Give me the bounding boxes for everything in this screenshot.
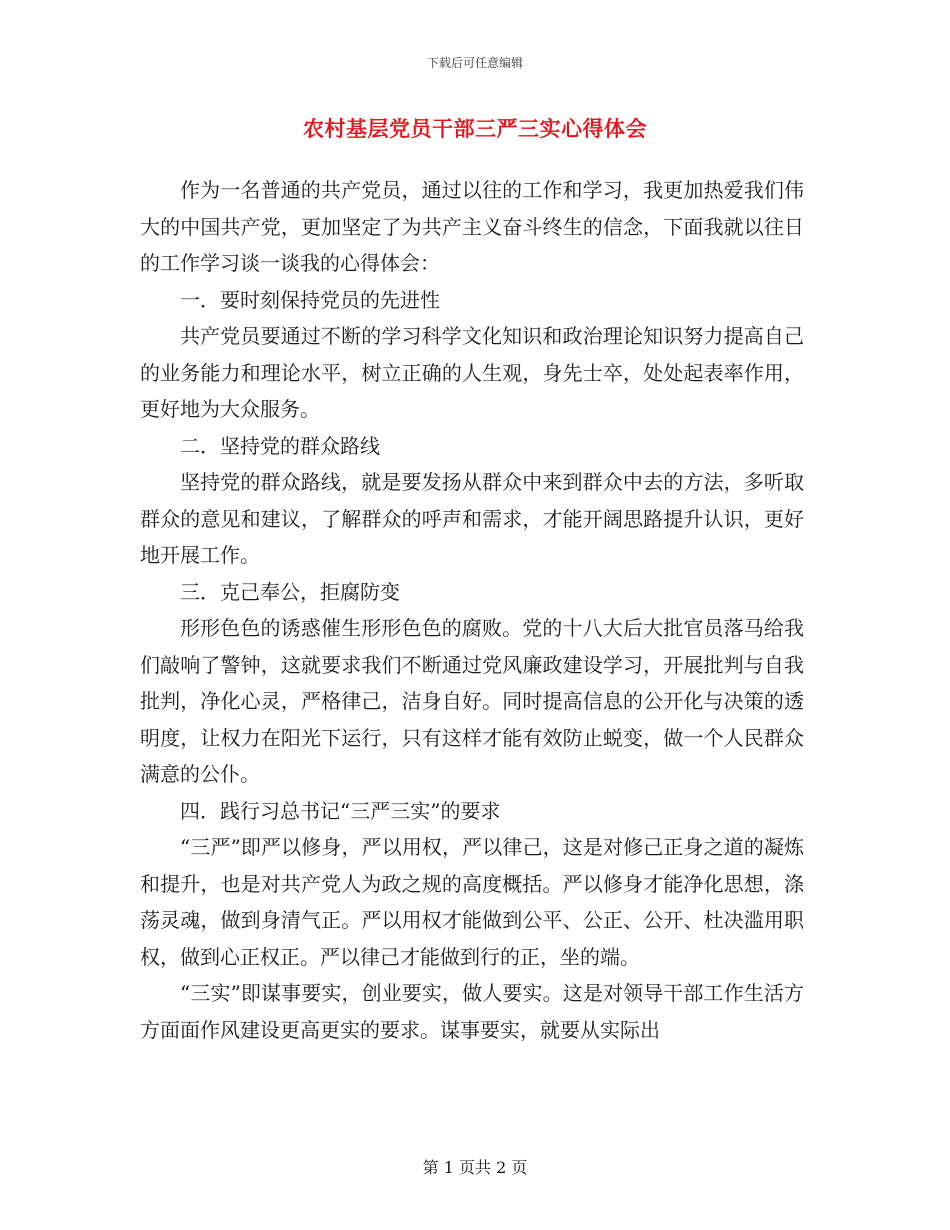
header-note: 下载后可任意编辑 bbox=[426, 56, 523, 70]
document-title: 农村基层党员干部三严三实心得体会 bbox=[303, 117, 647, 141]
section-heading-1: 一．要时刻保持党员的先进性 bbox=[180, 287, 440, 312]
paragraph-intro: 作为一名普通的共产党员，通过以往的工作和学习，我更加热爱我们伟大的中国共产党，更加坚定了为共产主义奋斗终生的信念，下面我就以往日的工作学习谈一谈我的心得体会： bbox=[140, 178, 804, 275]
section-heading-3: 三．克己奉公，拒腐防变 bbox=[180, 579, 400, 604]
paragraph-section-3: 形形色色的诱惑催生形形色色的腐败。党的十八大后大批官员落马给我们敲响了警钟，这就要求我们不断通过党风廉政建设学习，开展批判与自我批判，净化心灵，严格律己，洁身自好。同时提高信息的公开化与决策的透明度，让权力在阳光下运行，只有这样才能有效防止蜕变，做一个人民群众满意的公仆。 bbox=[140, 616, 804, 786]
document-body bbox=[140, 172, 804, 1048]
page-footer: 第 1 页共 2 页 bbox=[422, 1158, 528, 1177]
paragraph-section-2: 坚持党的群众路线，就是要发扬从群众中来到群众中去的方法，多听取群众的意见和建议，了解群众的呼声和需求，才能开阔思路提升认识，更好地开展工作。 bbox=[140, 470, 804, 567]
paragraph-three-solid: “三实”即谋事要实，创业要实，做人要实。这是对领导干部工作生活方方面面作风建设更高更实的要求。谋事要实，就要从实际出 bbox=[140, 981, 804, 1042]
paragraph-three-strict: “三严”即严以修身，严以用权，严以律己，这是对修己正身之道的凝炼和提升，也是对共产党人为政之规的高度概括。严以修身才能净化思想，涤荡灵魂，做到身清气正。严以用权才能做到公平、公正、公开、杜决滥用职权，做到心正权正。严以律己才能做到行的正，坐的端。 bbox=[140, 835, 804, 969]
section-heading-4: 四．践行习总书记“三严三实”的要求 bbox=[180, 798, 501, 823]
section-heading-2: 二．坚持党的群众路线 bbox=[180, 433, 380, 458]
paragraph-section-1: 共产党员要通过不断的学习科学文化知识和政治理论知识努力提高自己的业务能力和理论水平，树立正确的人生观，身先士卒，处处起表率作用，更好地为大众服务。 bbox=[140, 324, 804, 421]
